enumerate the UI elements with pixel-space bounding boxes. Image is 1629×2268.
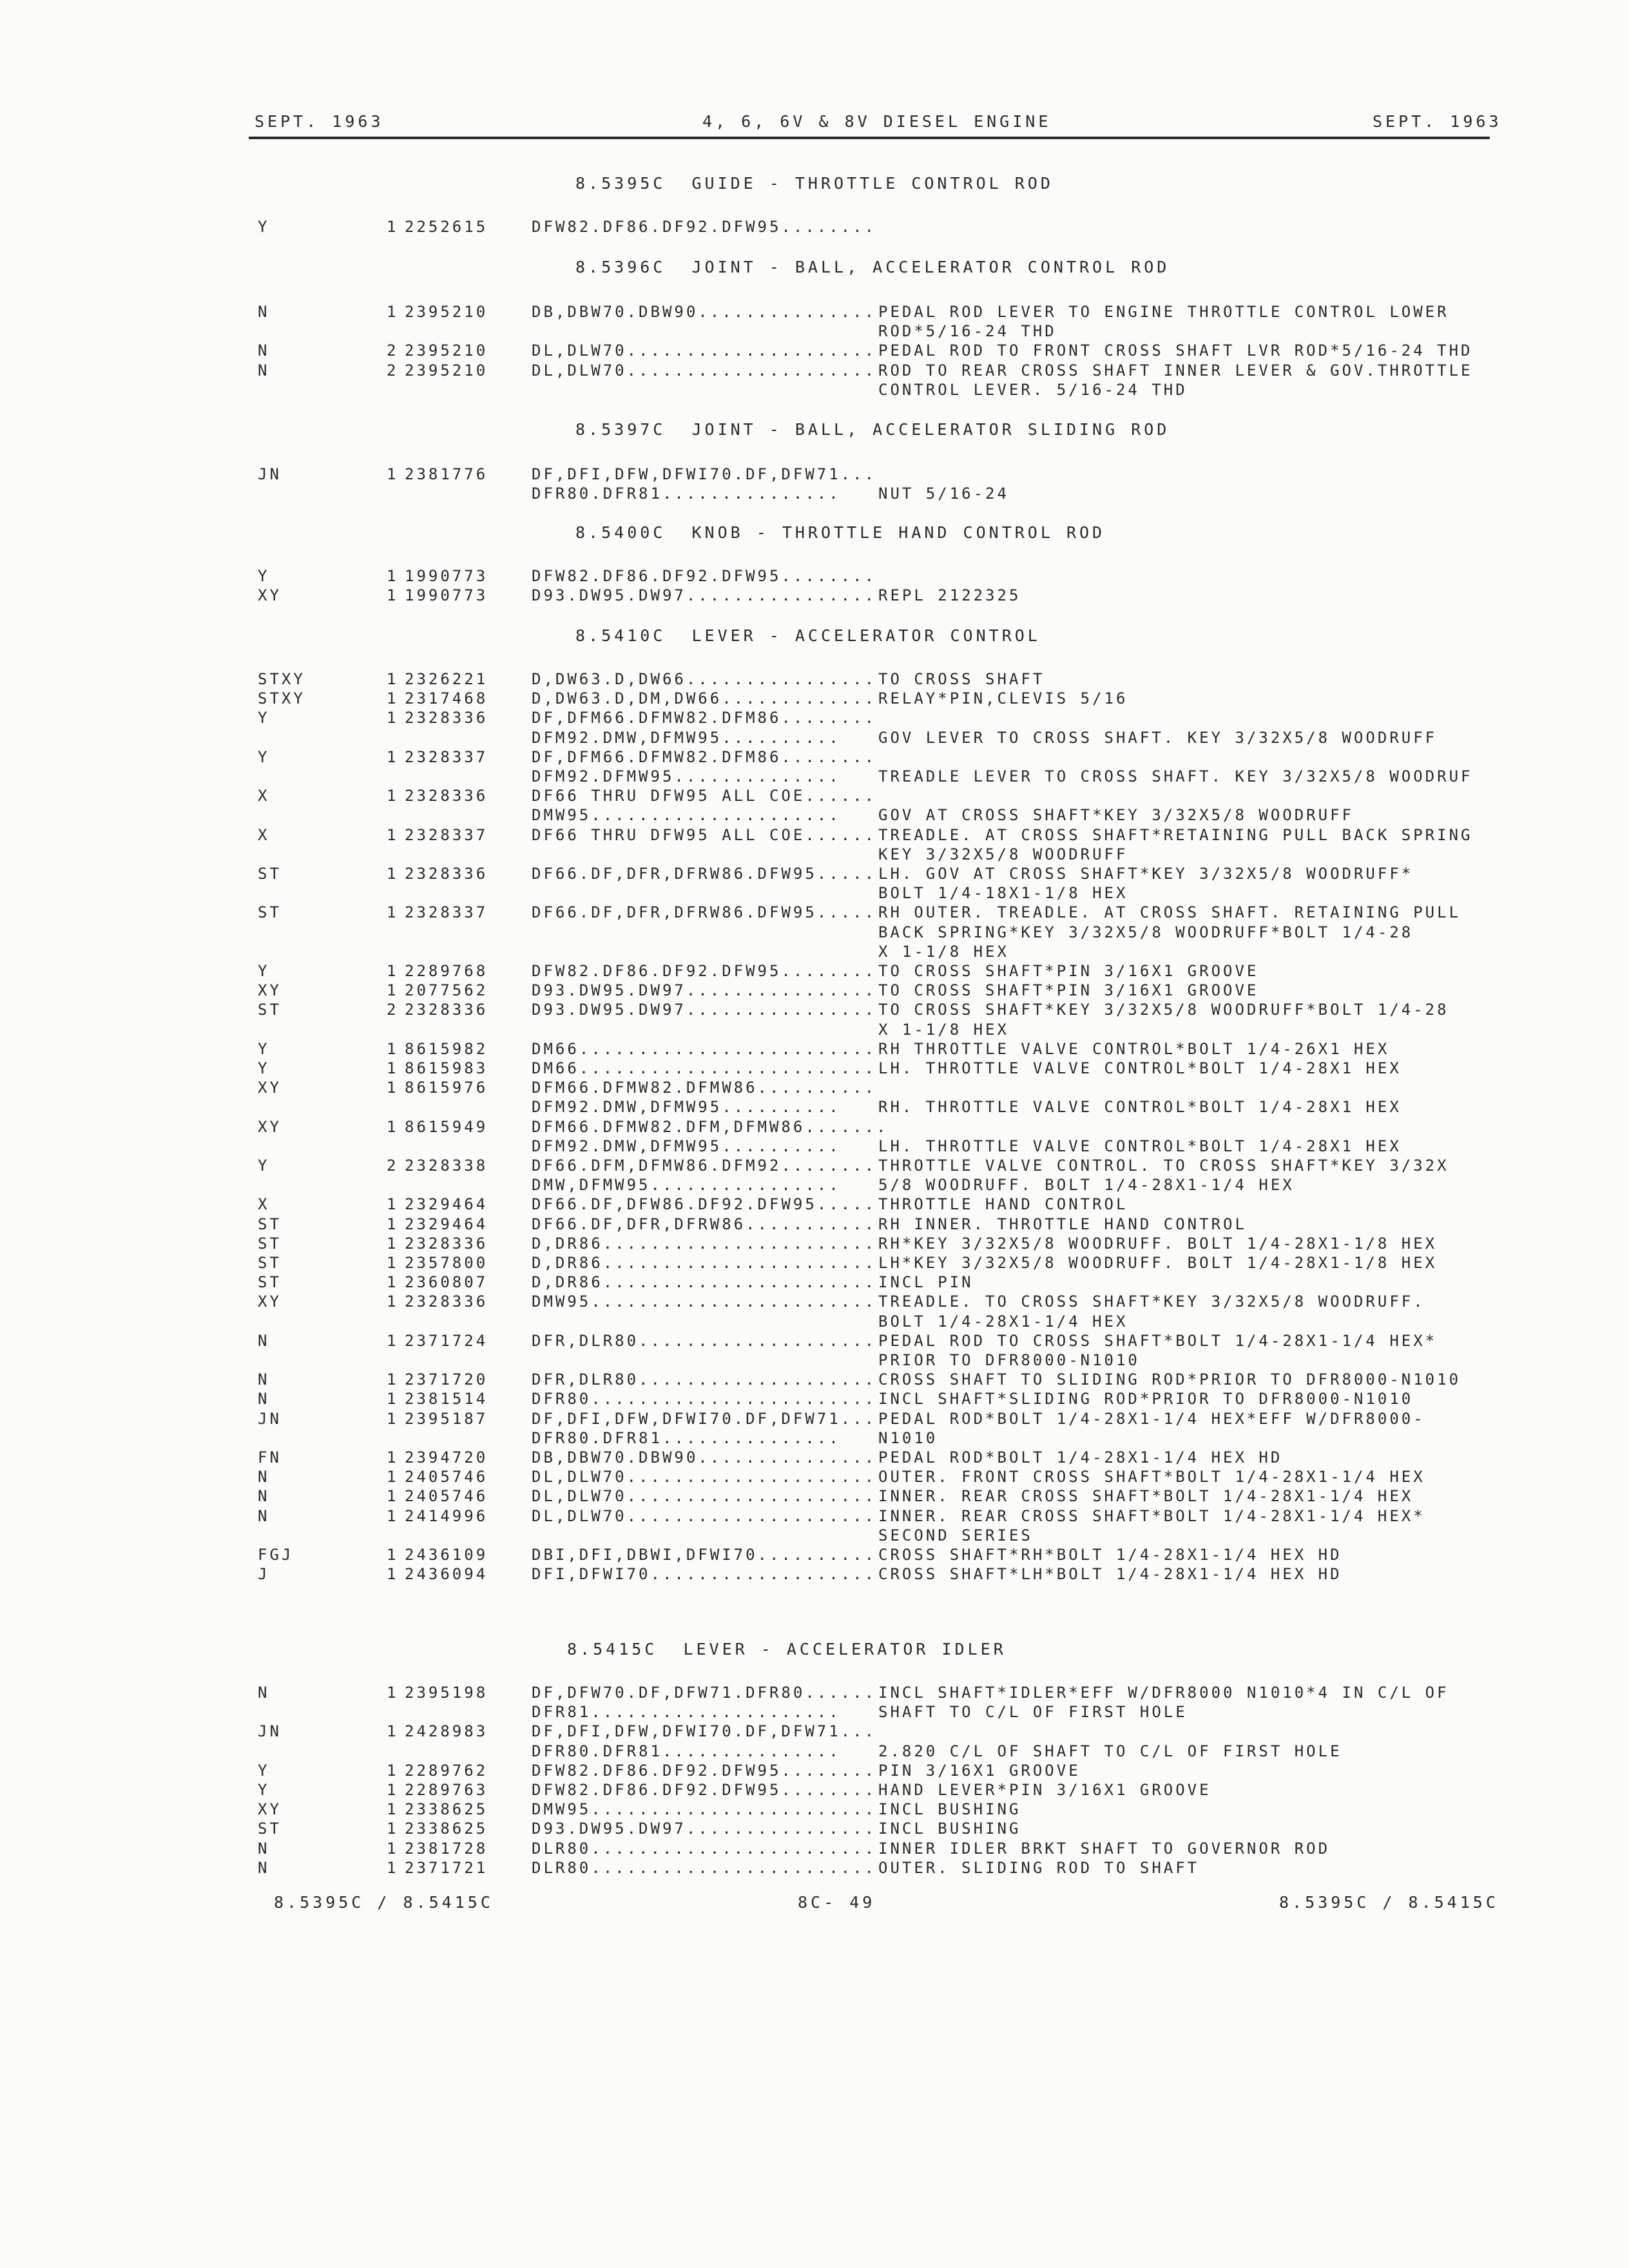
- application: DF,DFI,DFW,DFWI70.DF,DFW71...: [532, 1722, 877, 1741]
- model-code: N: [258, 361, 270, 380]
- application: DFW82.DF86.DF92.DFW95........: [532, 1781, 877, 1799]
- model-code: J: [258, 1565, 270, 1584]
- description: TREADLE LEVER TO CROSS SHAFT. KEY 3/32X5/8 WOODRUF: [878, 767, 1473, 785]
- part-number: 2329464: [405, 1215, 488, 1233]
- application: DL,DLW70.....................: [532, 341, 877, 360]
- header-date-right: SEPT. 1963: [1373, 112, 1502, 131]
- section-title: 8.5410C LEVER - ACCELERATOR CONTROL: [575, 626, 1041, 645]
- part-number: 2436094: [405, 1565, 488, 1584]
- model-code: X: [258, 1195, 270, 1214]
- description: INNER IDLER BRKT SHAFT TO GOVERNOR ROD: [878, 1839, 1331, 1858]
- application: DB,DBW70.DBW90...............: [532, 303, 877, 321]
- part-number: 2381776: [405, 465, 488, 483]
- footer-range-left: 8.5395C / 8.5415C: [274, 1893, 494, 1912]
- quantity: 1: [387, 1684, 399, 1702]
- model-code: Y: [258, 1781, 270, 1799]
- model-code: Y: [258, 1761, 270, 1780]
- part-number: 2328337: [405, 903, 488, 922]
- application: DBI,DFI,DBWI,DFWI70..........: [532, 1546, 877, 1564]
- part-number: 8615976: [405, 1079, 488, 1097]
- description: 5/8 WOODRUFF. BOLT 1/4-28X1-1/4 HEX: [878, 1176, 1295, 1195]
- application: D,DW63.D,DM,DW66.............: [532, 689, 877, 708]
- application: DFR80.DFR81...............: [532, 1428, 841, 1447]
- application: DL,DLW70.....................: [532, 1506, 877, 1525]
- part-number: 2395210: [405, 341, 488, 360]
- part-number: 2394720: [405, 1448, 488, 1466]
- description: BACK SPRING*KEY 3/32X5/8 WOODRUFF*BOLT 1/4-28: [878, 923, 1414, 941]
- application: DFR81.....................: [532, 1703, 841, 1722]
- part-number: 2289768: [405, 962, 488, 980]
- part-number: 2405746: [405, 1468, 488, 1486]
- quantity: 2: [387, 341, 399, 360]
- part-number: 2328336: [405, 1234, 488, 1253]
- model-code: XY: [258, 586, 282, 605]
- model-code: N: [258, 341, 270, 360]
- quantity: 1: [387, 903, 399, 922]
- model-code: Y: [258, 1059, 270, 1077]
- quantity: 1: [387, 1234, 399, 1253]
- model-code: FGJ: [258, 1546, 294, 1564]
- part-number: 2371720: [405, 1370, 488, 1389]
- description: INCL PIN: [878, 1273, 974, 1292]
- quantity: 1: [387, 1839, 399, 1858]
- part-number: 2395187: [405, 1409, 488, 1428]
- description: CROSS SHAFT*RH*BOLT 1/4-28X1-1/4 HEX HD: [878, 1546, 1342, 1564]
- quantity: 1: [387, 1331, 399, 1350]
- quantity: 1: [387, 1195, 399, 1214]
- part-number: 2428983: [405, 1722, 488, 1741]
- application: DF66 THRU DFW95 ALL COE......: [532, 825, 877, 844]
- quantity: 1: [387, 1254, 399, 1272]
- part-number: 2338625: [405, 1820, 488, 1838]
- application: DFW82.DF86.DF92.DFW95........: [532, 218, 877, 236]
- model-code: JN: [258, 1409, 282, 1428]
- application: DFR,DLR80....................: [532, 1370, 877, 1389]
- description: OUTER. SLIDING ROD TO SHAFT: [878, 1858, 1200, 1877]
- quantity: 1: [387, 709, 399, 727]
- section-title: 8.5397C JOINT - BALL, ACCELERATOR SLIDING ROD: [575, 420, 1170, 439]
- application: DL,DLW70.....................: [532, 1468, 877, 1486]
- part-number: 2317468: [405, 689, 488, 708]
- model-code: XY: [258, 1800, 282, 1819]
- model-code: N: [258, 1331, 270, 1350]
- quantity: 1: [387, 670, 399, 688]
- model-code: ST: [258, 903, 282, 922]
- quantity: 1: [387, 1215, 399, 1233]
- model-code: N: [258, 303, 270, 321]
- application: DLR80........................: [532, 1858, 877, 1877]
- model-code: N: [258, 1487, 270, 1506]
- quantity: 2: [387, 361, 399, 380]
- application: DFM66.DFMW82.DFM,DFMW86.......: [532, 1117, 889, 1136]
- application: D93.DW95.DW97................: [532, 586, 877, 605]
- application: DL,DLW70.....................: [532, 1487, 877, 1506]
- page-number: 8C- 49: [798, 1893, 876, 1912]
- application: D,DW63.D,DW66................: [532, 670, 877, 688]
- application: DFM92.DMW,DFMW95..........: [532, 728, 841, 747]
- section-title: 8.5415C LEVER - ACCELERATOR IDLER: [567, 1640, 1007, 1658]
- part-number: 2357800: [405, 1254, 488, 1272]
- part-number: 8615983: [405, 1059, 488, 1077]
- description: TO CROSS SHAFT*PIN 3/16X1 GROOVE: [878, 981, 1259, 1000]
- model-code: N: [258, 1684, 270, 1702]
- quantity: 1: [387, 962, 399, 980]
- header-date-left: SEPT. 1963: [255, 112, 384, 131]
- part-number: 2289763: [405, 1781, 488, 1799]
- quantity: 1: [387, 1487, 399, 1506]
- application: DFM92.DMW,DFMW95..........: [532, 1098, 841, 1117]
- quantity: 1: [387, 1546, 399, 1564]
- model-code: ST: [258, 1273, 282, 1292]
- application: DF66.DF,DFR,DFRW86.DFW95.....: [532, 865, 877, 883]
- model-code: ST: [258, 1234, 282, 1253]
- quantity: 2: [387, 1001, 399, 1019]
- application: DF,DFI,DFW,DFWI70.DF,DFW71...: [532, 465, 877, 483]
- part-number: 2338625: [405, 1800, 488, 1819]
- quantity: 1: [387, 303, 399, 321]
- part-number: 2360807: [405, 1273, 488, 1292]
- description: OUTER. FRONT CROSS SHAFT*BOLT 1/4-28X1-1/4 HEX: [878, 1468, 1425, 1486]
- model-code: FN: [258, 1448, 282, 1466]
- quantity: 1: [387, 1409, 399, 1428]
- application: DF,DFW70.DF,DFW71.DFR80......: [532, 1684, 877, 1702]
- model-code: ST: [258, 1820, 282, 1838]
- application: DFM92.DFMW95..............: [532, 767, 841, 785]
- description: ROD*5/16-24 THD: [878, 322, 1057, 341]
- part-number: 2328336: [405, 709, 488, 727]
- description: RH INNER. THROTTLE HAND CONTROL: [878, 1215, 1247, 1233]
- part-number: 2328336: [405, 865, 488, 883]
- description: PEDAL ROD LEVER TO ENGINE THROTTLE CONTROL LOWER: [878, 303, 1449, 321]
- model-code: Y: [258, 1039, 270, 1058]
- quantity: 1: [387, 465, 399, 483]
- application: DF,DFM66.DFMW82.DFM86........: [532, 747, 877, 766]
- description: LH. THROTTLE VALVE CONTROL*BOLT 1/4-28X1 HEX: [878, 1059, 1402, 1077]
- quantity: 2: [387, 1157, 399, 1175]
- part-number: 2405746: [405, 1487, 488, 1506]
- description: INNER. REAR CROSS SHAFT*BOLT 1/4-28X1-1/4 HEX*: [878, 1506, 1425, 1525]
- quantity: 1: [387, 1506, 399, 1525]
- description: CONTROL LEVER. 5/16-24 THD: [878, 380, 1188, 399]
- model-code: X: [258, 825, 270, 844]
- quantity: 1: [387, 1293, 399, 1311]
- part-number: 2381514: [405, 1390, 488, 1408]
- application: D,DR86.......................: [532, 1273, 877, 1292]
- quantity: 1: [387, 1761, 399, 1780]
- part-number: 2328337: [405, 825, 488, 844]
- quantity: 1: [387, 747, 399, 766]
- part-number: 2381728: [405, 1839, 488, 1858]
- quantity: 1: [387, 586, 399, 605]
- part-number: 2328336: [405, 787, 488, 805]
- quantity: 1: [387, 1079, 399, 1097]
- application: DFR,DLR80....................: [532, 1331, 877, 1350]
- part-number: 2077562: [405, 981, 488, 1000]
- quantity: 1: [387, 567, 399, 585]
- quantity: 1: [387, 981, 399, 1000]
- quantity: 1: [387, 1820, 399, 1838]
- description: INCL BUSHING: [878, 1820, 1021, 1838]
- description: SECOND SERIES: [878, 1526, 1033, 1544]
- section-title: 8.5395C GUIDE - THROTTLE CONTROL ROD: [575, 174, 1054, 193]
- model-code: Y: [258, 962, 270, 980]
- application: DFR80.DFR81...............: [532, 1742, 841, 1760]
- description: HAND LEVER*PIN 3/16X1 GROOVE: [878, 1781, 1211, 1799]
- description: BOLT 1/4-18X1-1/8 HEX: [878, 884, 1128, 903]
- description: RELAY*PIN,CLEVIS 5/16: [878, 689, 1128, 708]
- description: INCL BUSHING: [878, 1800, 1021, 1819]
- application: DF66.DF,DFR,DFRW86.DFW95.....: [532, 903, 877, 922]
- header-rule: [249, 137, 1490, 139]
- quantity: 1: [387, 787, 399, 805]
- part-number: 2371724: [405, 1331, 488, 1350]
- description: X 1-1/8 HEX: [878, 942, 1009, 961]
- description: LH. GOV AT CROSS SHAFT*KEY 3/32X5/8 WOODRUFF*: [878, 865, 1414, 883]
- quantity: 1: [387, 865, 399, 883]
- model-code: STXY: [258, 670, 305, 688]
- part-number: 2329464: [405, 1195, 488, 1214]
- application: D93.DW95.DW97................: [532, 981, 877, 1000]
- application: DMW95........................: [532, 1800, 877, 1819]
- model-code: JN: [258, 465, 282, 483]
- description: KEY 3/32X5/8 WOODRUFF: [878, 845, 1128, 863]
- description: ROD TO REAR CROSS SHAFT INNER LEVER & GOV.THROTTLE: [878, 361, 1473, 380]
- footer-range-right: 8.5395C / 8.5415C: [1279, 1893, 1499, 1912]
- quantity: 1: [387, 1468, 399, 1486]
- description: GOV LEVER TO CROSS SHAFT. KEY 3/32X5/8 WOODRUFF: [878, 728, 1438, 747]
- description: REPL 2122325: [878, 586, 1021, 605]
- part-number: 8615982: [405, 1039, 488, 1058]
- description: INCL SHAFT*SLIDING ROD*PRIOR TO DFR8000-N1010: [878, 1390, 1414, 1408]
- part-number: 2436109: [405, 1546, 488, 1564]
- description: THROTTLE HAND CONTROL: [878, 1195, 1128, 1214]
- model-code: N: [258, 1370, 270, 1389]
- application: DMW95........................: [532, 1293, 877, 1311]
- description: RH OUTER. TREADLE. AT CROSS SHAFT. RETAINING PULL: [878, 903, 1461, 922]
- quantity: 1: [387, 1565, 399, 1584]
- description: CROSS SHAFT TO SLIDING ROD*PRIOR TO DFR8000-N1010: [878, 1370, 1461, 1389]
- model-code: X: [258, 787, 270, 805]
- description: PEDAL ROD TO FRONT CROSS SHAFT LVR ROD*5/16-24 THD: [878, 341, 1473, 360]
- description: LH. THROTTLE VALVE CONTROL*BOLT 1/4-28X1 HEX: [878, 1137, 1402, 1155]
- application: DFW82.DF86.DF92.DFW95........: [532, 567, 877, 585]
- description: GOV AT CROSS SHAFT*KEY 3/32X5/8 WOODRUFF: [878, 806, 1354, 825]
- application: DFR80........................: [532, 1390, 877, 1408]
- application: DFR80.DFR81...............: [532, 485, 841, 503]
- part-number: 2328336: [405, 1293, 488, 1311]
- description: 2.820 C/L OF SHAFT TO C/L OF FIRST HOLE: [878, 1742, 1342, 1760]
- model-code: ST: [258, 1215, 282, 1233]
- description: LH*KEY 3/32X5/8 WOODRUFF. BOLT 1/4-28X1-1/8 HEX: [878, 1254, 1438, 1272]
- description: TO CROSS SHAFT: [878, 670, 1045, 688]
- part-number: 2328338: [405, 1157, 488, 1175]
- model-code: ST: [258, 1254, 282, 1272]
- part-number: 2414996: [405, 1506, 488, 1525]
- model-code: N: [258, 1390, 270, 1408]
- description: BOLT 1/4-28X1-1/4 HEX: [878, 1312, 1128, 1331]
- model-code: N: [258, 1858, 270, 1877]
- model-code: XY: [258, 981, 282, 1000]
- description: PRIOR TO DFR8000-N1010: [878, 1351, 1140, 1369]
- model-code: XY: [258, 1293, 282, 1311]
- application: DF66.DFM,DFMW86.DFM92........: [532, 1157, 877, 1175]
- part-number: 1990773: [405, 567, 488, 585]
- header-title: 4, 6, 6V & 8V DIESEL ENGINE: [702, 112, 1052, 131]
- application: DFI,DFWI70...................: [532, 1565, 877, 1584]
- application: D,DR86.......................: [532, 1234, 877, 1253]
- description: TO CROSS SHAFT*KEY 3/32X5/8 WOODRUFF*BOLT 1/4-28: [878, 1001, 1449, 1019]
- section-title: 8.5400C KNOB - THROTTLE HAND CONTROL ROD: [575, 523, 1106, 542]
- model-code: STXY: [258, 689, 305, 708]
- description: RH*KEY 3/32X5/8 WOODRUFF. BOLT 1/4-28X1-1/8 HEX: [878, 1234, 1438, 1253]
- application: DFW82.DF86.DF92.DFW95........: [532, 1761, 877, 1780]
- quantity: 1: [387, 1858, 399, 1877]
- part-number: 2395198: [405, 1684, 488, 1702]
- description: NUT 5/16-24: [878, 485, 1009, 503]
- part-number: 2395210: [405, 361, 488, 380]
- application: DFW82.DF86.DF92.DFW95........: [532, 962, 877, 980]
- quantity: 1: [387, 1448, 399, 1466]
- section-title: 8.5396C JOINT - BALL, ACCELERATOR CONTROL ROD: [575, 258, 1170, 276]
- application: DB,DBW70.DBW90...............: [532, 1448, 877, 1466]
- part-number: 2326221: [405, 670, 488, 688]
- part-number: 2328337: [405, 747, 488, 766]
- application: DMW,DFMW95................: [532, 1176, 841, 1195]
- quantity: 1: [387, 1800, 399, 1819]
- model-code: Y: [258, 709, 270, 727]
- model-code: JN: [258, 1722, 282, 1741]
- quantity: 1: [387, 1722, 399, 1741]
- model-code: Y: [258, 1157, 270, 1175]
- application: DF,DFI,DFW,DFWI70.DF,DFW71...: [532, 1409, 877, 1428]
- model-code: Y: [258, 567, 270, 585]
- quantity: 1: [387, 825, 399, 844]
- description: N1010: [878, 1428, 938, 1447]
- quantity: 1: [387, 689, 399, 708]
- description: PEDAL ROD TO CROSS SHAFT*BOLT 1/4-28X1-1/4 HEX*: [878, 1331, 1438, 1350]
- part-number: 2371721: [405, 1858, 488, 1877]
- application: DM66.........................: [532, 1059, 877, 1077]
- description: INNER. REAR CROSS SHAFT*BOLT 1/4-28X1-1/4 HEX: [878, 1487, 1414, 1506]
- application: DF,DFM66.DFMW82.DFM86........: [532, 709, 877, 727]
- description: RH. THROTTLE VALVE CONTROL*BOLT 1/4-28X1 HEX: [878, 1098, 1402, 1117]
- model-code: ST: [258, 1001, 282, 1019]
- application: DFM92.DMW,DFMW95..........: [532, 1137, 841, 1155]
- description: SHAFT TO C/L OF FIRST HOLE: [878, 1703, 1188, 1722]
- description: THROTTLE VALVE CONTROL. TO CROSS SHAFT*KEY 3/32X: [878, 1157, 1449, 1175]
- model-code: Y: [258, 218, 270, 236]
- part-number: 2328336: [405, 1001, 488, 1019]
- quantity: 1: [387, 1781, 399, 1799]
- description: PEDAL ROD*BOLT 1/4-28X1-1/4 HEX*EFF W/DFR8000-: [878, 1409, 1425, 1428]
- application: D93.DW95.DW97................: [532, 1820, 877, 1838]
- part-number: 1990773: [405, 586, 488, 605]
- description: INCL SHAFT*IDLER*EFF W/DFR8000 N1010*4 IN C/L OF: [878, 1684, 1449, 1702]
- application: DF66.DF,DFR,DFRW86...........: [532, 1215, 877, 1233]
- description: RH THROTTLE VALVE CONTROL*BOLT 1/4-26X1 HEX: [878, 1039, 1390, 1058]
- quantity: 1: [387, 1039, 399, 1058]
- description: TREADLE. TO CROSS SHAFT*KEY 3/32X5/8 WOODRUFF.: [878, 1293, 1425, 1311]
- model-code: N: [258, 1506, 270, 1525]
- description: PEDAL ROD*BOLT 1/4-28X1-1/4 HEX HD: [878, 1448, 1283, 1466]
- model-code: Y: [258, 747, 270, 766]
- quantity: 1: [387, 1273, 399, 1292]
- quantity: 1: [387, 218, 399, 236]
- quantity: 1: [387, 1370, 399, 1389]
- application: DF66.DF,DFW86.DF92.DFW95.....: [532, 1195, 877, 1214]
- quantity: 1: [387, 1059, 399, 1077]
- part-number: 2289762: [405, 1761, 488, 1780]
- part-number: 2395210: [405, 303, 488, 321]
- model-code: XY: [258, 1117, 282, 1136]
- application: DL,DLW70.....................: [532, 361, 877, 380]
- application: D,DR86.......................: [532, 1254, 877, 1272]
- model-code: ST: [258, 865, 282, 883]
- application: DLR80........................: [532, 1839, 877, 1858]
- description: PIN 3/16X1 GROOVE: [878, 1761, 1081, 1780]
- quantity: 1: [387, 1390, 399, 1408]
- model-code: N: [258, 1839, 270, 1858]
- model-code: XY: [258, 1079, 282, 1097]
- quantity: 1: [387, 1117, 399, 1136]
- description: TREADLE. AT CROSS SHAFT*RETAINING PULL BACK SPRING: [878, 825, 1473, 844]
- part-number: 2252615: [405, 218, 488, 236]
- application: DFM66.DFMW82.DFMW86..........: [532, 1079, 877, 1097]
- part-number: 8615949: [405, 1117, 488, 1136]
- application: DMW95.....................: [532, 806, 841, 825]
- description: CROSS SHAFT*LH*BOLT 1/4-28X1-1/4 HEX HD: [878, 1565, 1342, 1584]
- description: TO CROSS SHAFT*PIN 3/16X1 GROOVE: [878, 962, 1259, 980]
- application: D93.DW95.DW97................: [532, 1001, 877, 1019]
- description: X 1-1/8 HEX: [878, 1020, 1009, 1039]
- model-code: N: [258, 1468, 270, 1486]
- application: DM66.........................: [532, 1039, 877, 1058]
- application: DF66 THRU DFW95 ALL COE......: [532, 787, 877, 805]
